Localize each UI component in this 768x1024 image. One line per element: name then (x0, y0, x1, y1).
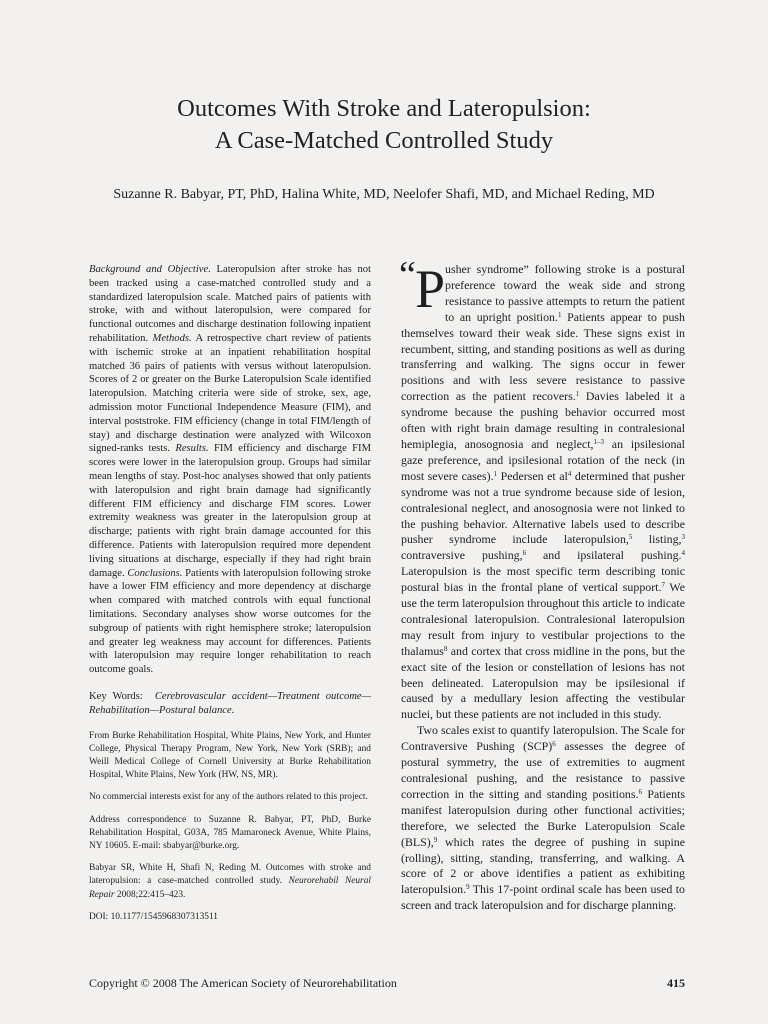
key-words (89, 690, 371, 718)
drop-cap-block (399, 254, 446, 319)
affiliation-note: From Burke Rehabilitation Hospital, White Plains, New York, and Hunter College, Physical Therapy Program, New York, New York (SRB); and Weill Medical College of Cornell University at Burke Rehabilitation Hospital, White Plains, New York (HW, NS, MR). (89, 730, 371, 781)
abstract-methods-label: Methods. (152, 332, 192, 344)
abstract-background-label: Background and Objective. (89, 264, 211, 275)
abstract-results-label: Results. (175, 443, 209, 455)
citation-journal: Neurorehabil Neural Repair (89, 876, 371, 900)
abstract-background-text: Lateropulsion after stroke has not been tracked using a case-matched controlled study and a standardized lateropulsion scale. Matched pairs of patients with stroke, with and without lateropulsion, were compared for functional outcomes and discharge destination following inpatient rehabilitation. (89, 264, 371, 344)
title-line-1: Outcomes With Stroke and Lateropulsion: (177, 95, 591, 122)
key-words-label: Key Words: (89, 690, 143, 702)
drop-cap-letter: P (415, 259, 446, 319)
abstract-conclusions-text: Patients with lateropulsion following stroke have a lower FIM efficiency and more dependency at discharge when compared with matched controls with equal functional limitations. Secondary analyses show worse outcomes for the subgroup of patients with right hemisphere stroke; lateropulsion and greater leg weakness may account for differences. Patients with lateropulsion may require longer rehabilitation to reach outcome goals. (89, 567, 371, 676)
article-title (0, 93, 768, 157)
page-number: 415 (667, 976, 685, 990)
abstract-methods-text: A retrospective chart review of patients with ischemic stroke at an inpatient rehabilitation hospital matched 36 pairs of patients with versus without lateropulsion. Scores of 2 or greater on the Burke Lateropulsion Scale identified lateropulsion. Matching criteria were side of stroke, sex, age, admission motor Functional Independence Measure (FIM), and interval poststroke. FIM efficiency (change in total FIM/length of stay) and discharge destination were analyzed with Wilcoxon signed-ranks tests. (89, 332, 371, 455)
doi-note: DOI: 10.1177/1545968307313511 (89, 911, 218, 922)
body-paragraph-1 (399, 254, 685, 723)
abstract-conclusions-label: Conclusions. (127, 567, 183, 579)
key-words-text: Cerebrovascular accident—Treatment outcome—Rehabilitation—Postural balance. (89, 690, 372, 716)
abstract-results-text: FIM efficiency and discharge FIM scores were lower in the lateropulsion group. Groups had similar mean lengths of stay. Post-hoc analyses showed that only patients with lateropulsion and right brain damage had significantly different FIM efficiency and discharge FIM scores. Lower extremity weakness was greater in the lateropulsion group at discharge; patients with right brain damage accounted for this difference. Patients with lateropulsion required more dependent living situations at discharge, especially if they had right brain damage. (89, 443, 371, 579)
conflict-note: No commercial interests exist for any of the authors related to this project. (89, 792, 368, 803)
abstract-column (89, 263, 371, 933)
body-paragraph-2: Two scales exist to quantify lateropulsion. The Scale for Contraversive Pushing (SCP)$^6$ assesses the degree of postural symmetry, the use of extremities to augment contralesional pushing, and the resistance to passive correction in the sitting and standing positions.$^6$ Patients manifest lateropulsion during other functional activities; therefore, we selected the Burke Lateropulsion Scale (BLS),$^9$ which rates the degree of pushing in supine (rolling), sitting, standing, transferring, and walking. A score of 2 or above identifies a patient as exhibiting lateropulsion.$^9$ This 17-point ordinal scale has been used to screen and track lateropulsion and for discharge planning. (401, 723, 685, 913)
citation-note (89, 862, 371, 902)
citation-tail: 2008;22:415–423. (114, 889, 186, 900)
opening-quote-mark: “ (399, 254, 416, 296)
body-column (399, 254, 685, 914)
abstract (89, 263, 371, 677)
footnote-block (89, 730, 371, 924)
correspondence-note: Address correspondence to Suzanne R. Babyar, PT, PhD, Burke Rehabilitation Hospital, G03A, 785 Mamaroneck Avenue, White Plains, NY 10605. E-mail: sbabyar@burke.org. (89, 814, 371, 851)
author-list: Suzanne R. Babyar, PT, PhD, Halina White, MD, Neelofer Shafi, MD, and Michael Reding, MD (113, 187, 655, 202)
copyright-line: Copyright © 2008 The American Society of Neurorehabilitation (89, 976, 397, 990)
title-line-2: A Case-Matched Controlled Study (214, 127, 554, 154)
body-p1-text: usher syndrome” following stroke is a postural preference toward the weak side and strong resistance to passive attempts to return the patient to an upright position.$^1$ Patients appear to push themselves toward their weak side. These signs exist in recumbent, sitting, and standing positions as well as during transferring and walking. The signs occur in fewer positions and with less severe resistance to passive correction as the patient recovers.$^1$ Davies labeled it a syndrome because the pushing behavior occurred most often with right brain damage resulting in contralesional hemiplegia, anosognosia and neglect,$^{1-3}$ an ipsilesional gaze preference, and ipsilesional rotation of the neck (in most severe cases).$^1$ Pedersen et $al^4$ determined that pusher syndrome was not a true syndrome because side of lesion, contralesional neglect, and anosognosia were not linked to the pushing behavior. Alternative labels used to describe pusher syndrome include lateropulsion,$^5$ listing,$^3$ contraversive pushing,$^6$ and ipsilateral pushing.$^4$ Lateropulsion is the most specific term describing tonic postural bias in the frontal plane of vertical support.$^7$ We use the term lateropulsion throughout this article to indicate contralesional lateropulsion. Contralesional lateropulsion may result from injury to vestibular projections to the thalamus$^8$ and cortex that cross midline in the pons, but the exact site of the lesion or constellation of lesions has not been delineated. Lateropulsion may be ipsilesional if caused by a medullary lesion affecting the vestibular nuclei, but these patients are not included in this study. (401, 262, 685, 722)
citation-text: Babyar SR, White H, Shafi N, Reding M. Outcomes with stroke and lateropulsion: a case-matched controlled study. (89, 863, 371, 887)
